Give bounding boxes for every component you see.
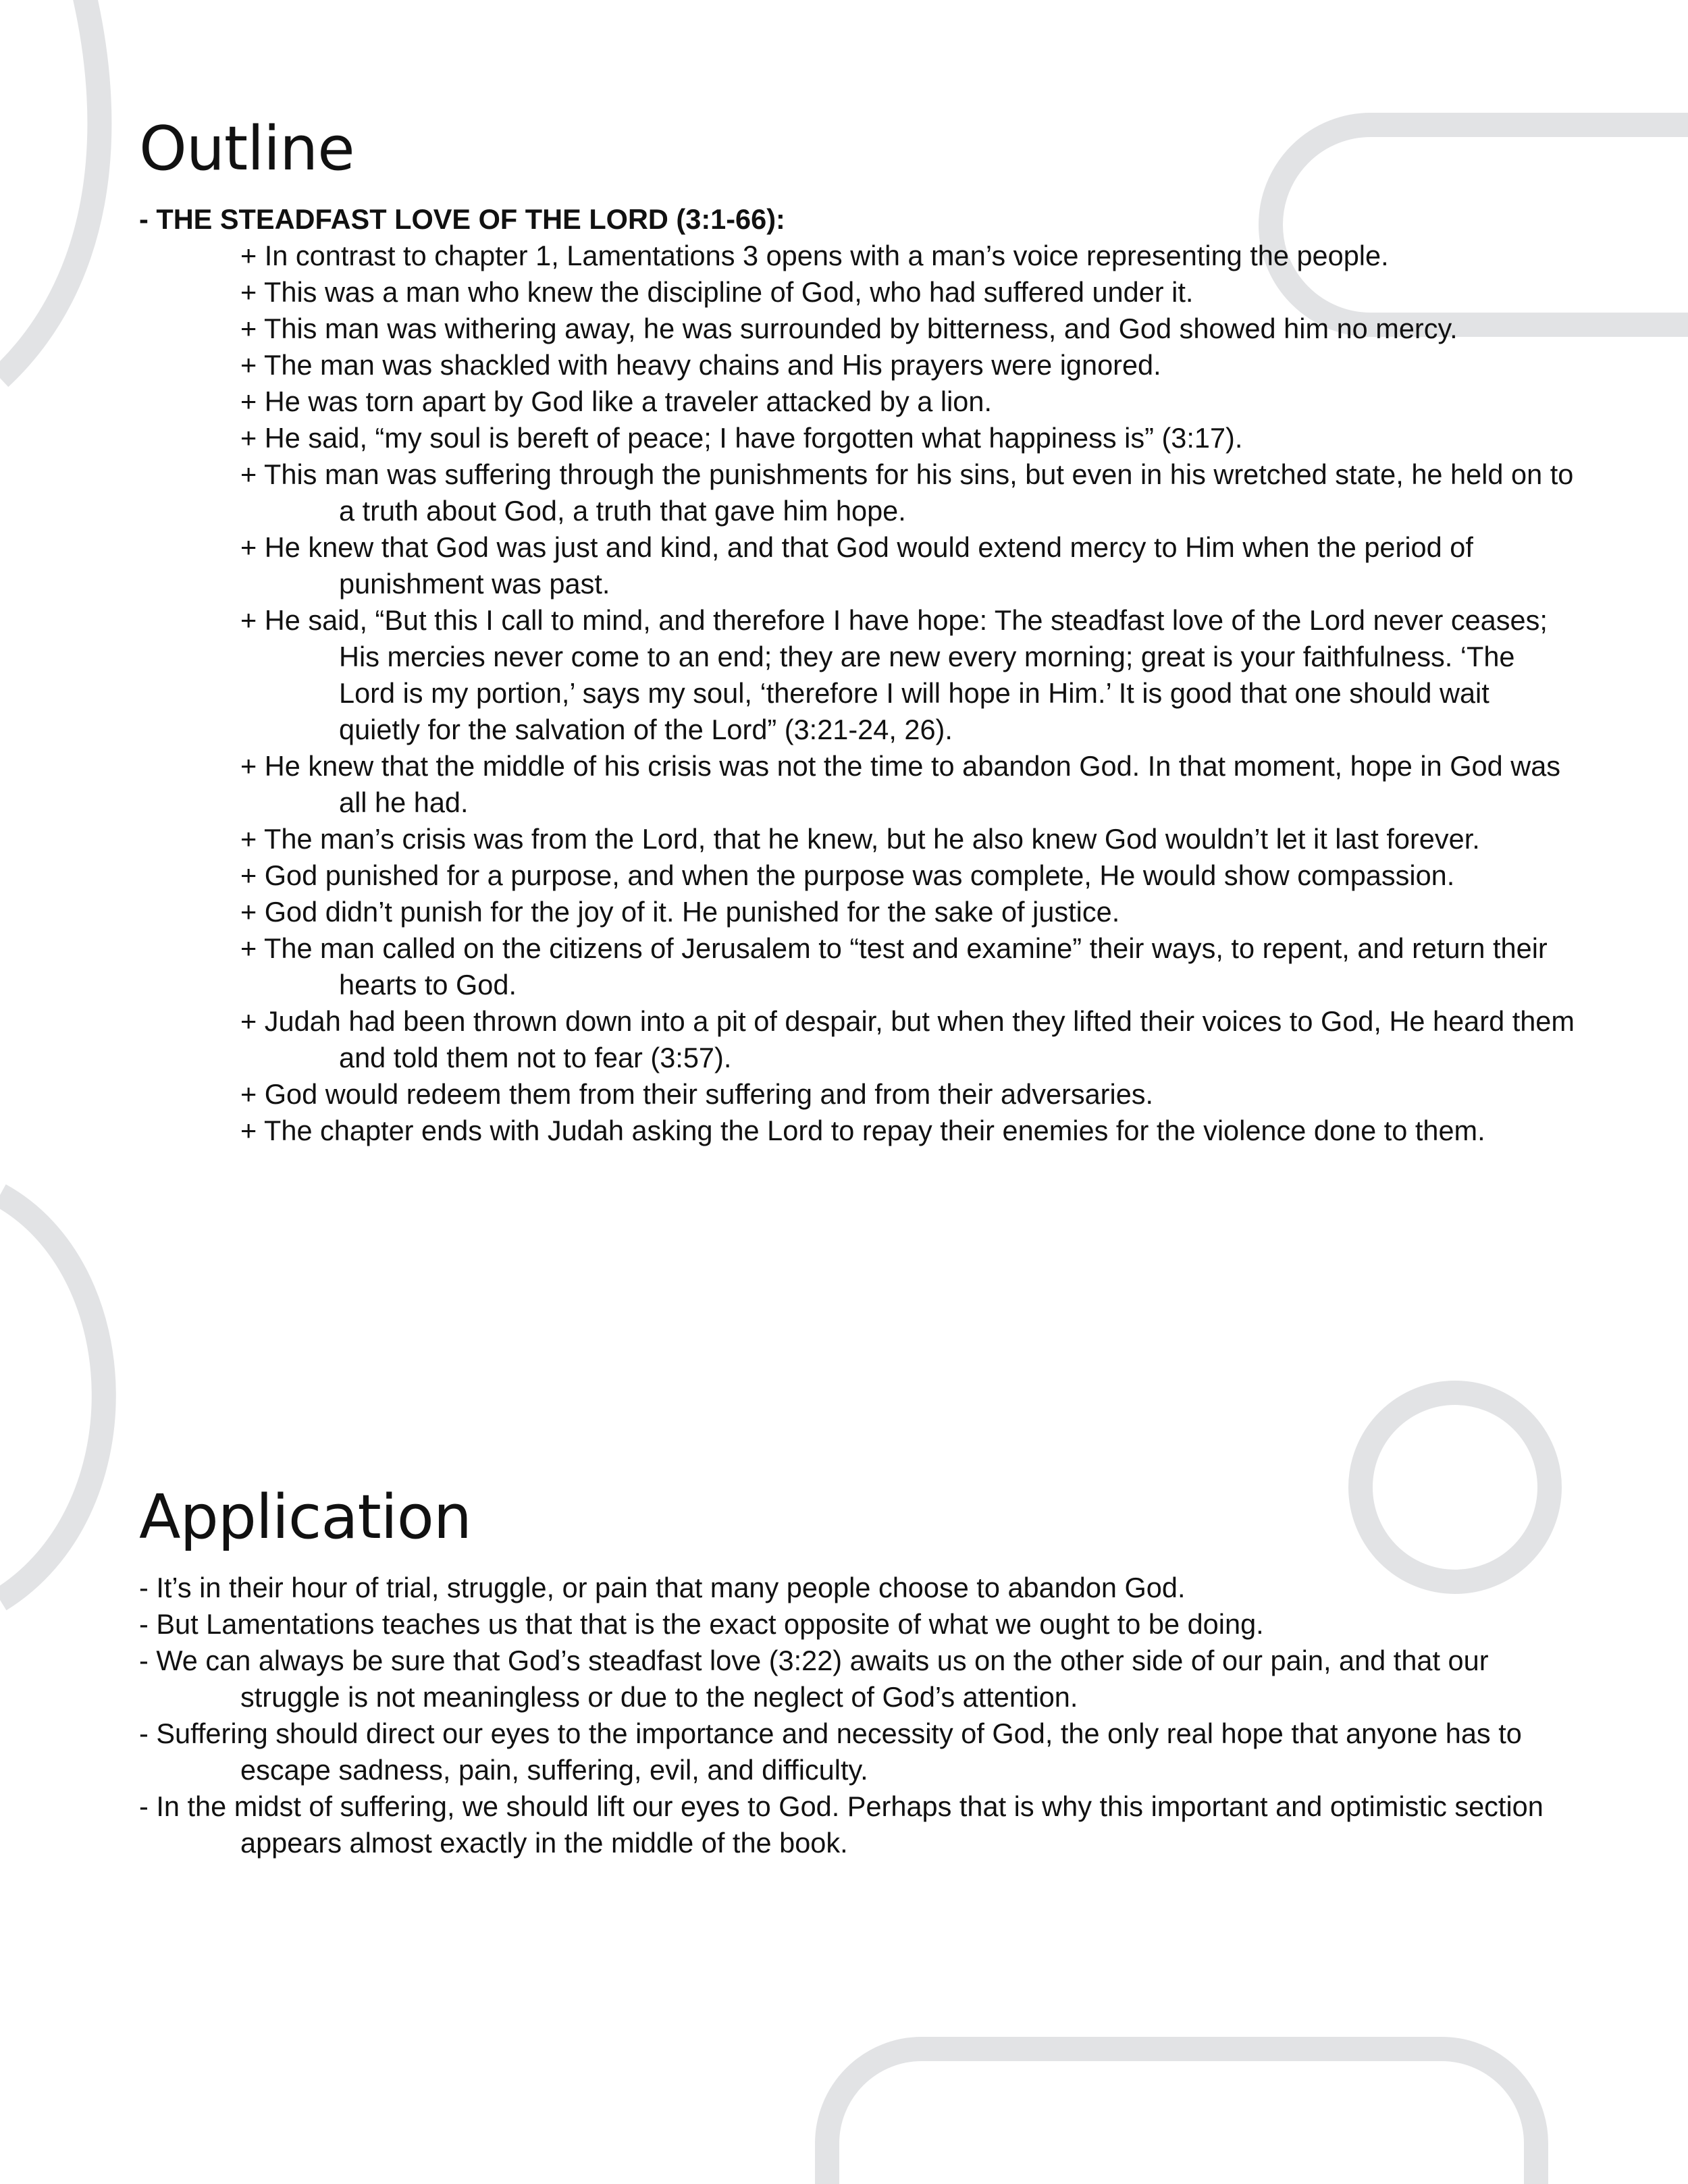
outline-point: + God didn’t punish for the joy of it. He punished for the sake of justice.	[240, 896, 1120, 928]
decor-arch-bottom	[827, 2049, 1536, 2184]
decor-circle-right	[1361, 1393, 1550, 1582]
decor-arc-top-left	[0, 0, 99, 378]
outline-point: + He knew that the middle of his crisis was not the time to abandon God. In that moment, hope in God was all he had.	[240, 750, 1561, 818]
outline-point: + The man was shackled with heavy chains and His prayers were ignored.	[240, 349, 1161, 381]
outline-point: + In contrast to chapter 1, Lamentations 3 opens with a man’s voice representing the people.	[240, 240, 1389, 271]
outline-point: + He was torn apart by God like a traveler attacked by a lion.	[240, 385, 993, 417]
application-heading: Application	[139, 1482, 471, 1553]
application-point: - In the midst of suffering, we should lift our eyes to God. Perhaps that is why this important and optimistic section appears almost exactly in the middle of the book.	[139, 1790, 1544, 1859]
outline-point: + This man was withering away, he was surrounded by bitterness, and God showed him no mercy.	[240, 313, 1458, 344]
application-point: - It’s in their hour of trial, struggle, or pain that many people choose to abandon God.	[139, 1572, 1186, 1603]
outline-point: + He knew that God was just and kind, and that God would extend mercy to Him when the period of punishment was past.	[240, 531, 1473, 600]
outline-point: + This man was suffering through the punishments for his sins, but even in his wretched state, he held on to a truth about God, a truth that gave him hope.	[240, 458, 1574, 527]
application-point: - We can always be sure that God’s steadfast love (3:22) awaits us on the other side of our pain, and that our struggle is not meaningless or due to the neglect of God’s attention.	[139, 1645, 1489, 1713]
outline-point: + This was a man who knew the discipline of God, who had suffered under it.	[240, 276, 1194, 308]
outline-point: + God punished for a purpose, and when the purpose was complete, He would show compassion.	[240, 859, 1455, 891]
outline-point: + The man’s crisis was from the Lord, that he knew, but he also knew God wouldn’t let it last forever.	[240, 823, 1480, 855]
outline-heading: Outline	[139, 113, 354, 184]
outline-list	[139, 201, 1577, 1149]
application-point: - Suffering should direct our eyes to the importance and necessity of God, the only real hope that anyone has to escape sadness, pain, suffering, evil, and difficulty.	[139, 1717, 1522, 1786]
outline-point: + He said, “But this I call to mind, and therefore I have hope: The steadfast love of the Lord never ceases; His mercies never come to an end; they are new every morning; great is your faithfulness. ‘The Lord is my portion,’ says my soul, ‘therefore I will hope in Him.’ It is good that one should wait quietly for the salvation of the Lord” (3:21-24, 26).	[240, 604, 1548, 745]
outline-point: + He said, “my soul is bereft of peace; I have forgotten what happiness is” (3:17).	[240, 422, 1243, 454]
outline-point: + God would redeem them from their suffering and from their adversaries.	[240, 1078, 1154, 1110]
outline-point: + The chapter ends with Judah asking the Lord to repay their enemies for the violence done to them.	[240, 1115, 1485, 1146]
application-point: - But Lamentations teaches us that that is the exact opposite of what we ought to be doing.	[139, 1608, 1264, 1640]
outline-point: + The man called on the citizens of Jerusalem to “test and examine” their ways, to repent, and return their hearts to God.	[240, 932, 1548, 1001]
application-list	[139, 1570, 1577, 1861]
outline-point: + Judah had been thrown down into a pit of despair, but when they lifted their voices to God, He heard them and told them not to fear (3:57).	[240, 1005, 1575, 1073]
outline-section-heading: - THE STEADFAST LOVE OF THE LORD (3:1-66):	[139, 203, 785, 235]
decor-arc-mid-left	[0, 1195, 104, 1600]
